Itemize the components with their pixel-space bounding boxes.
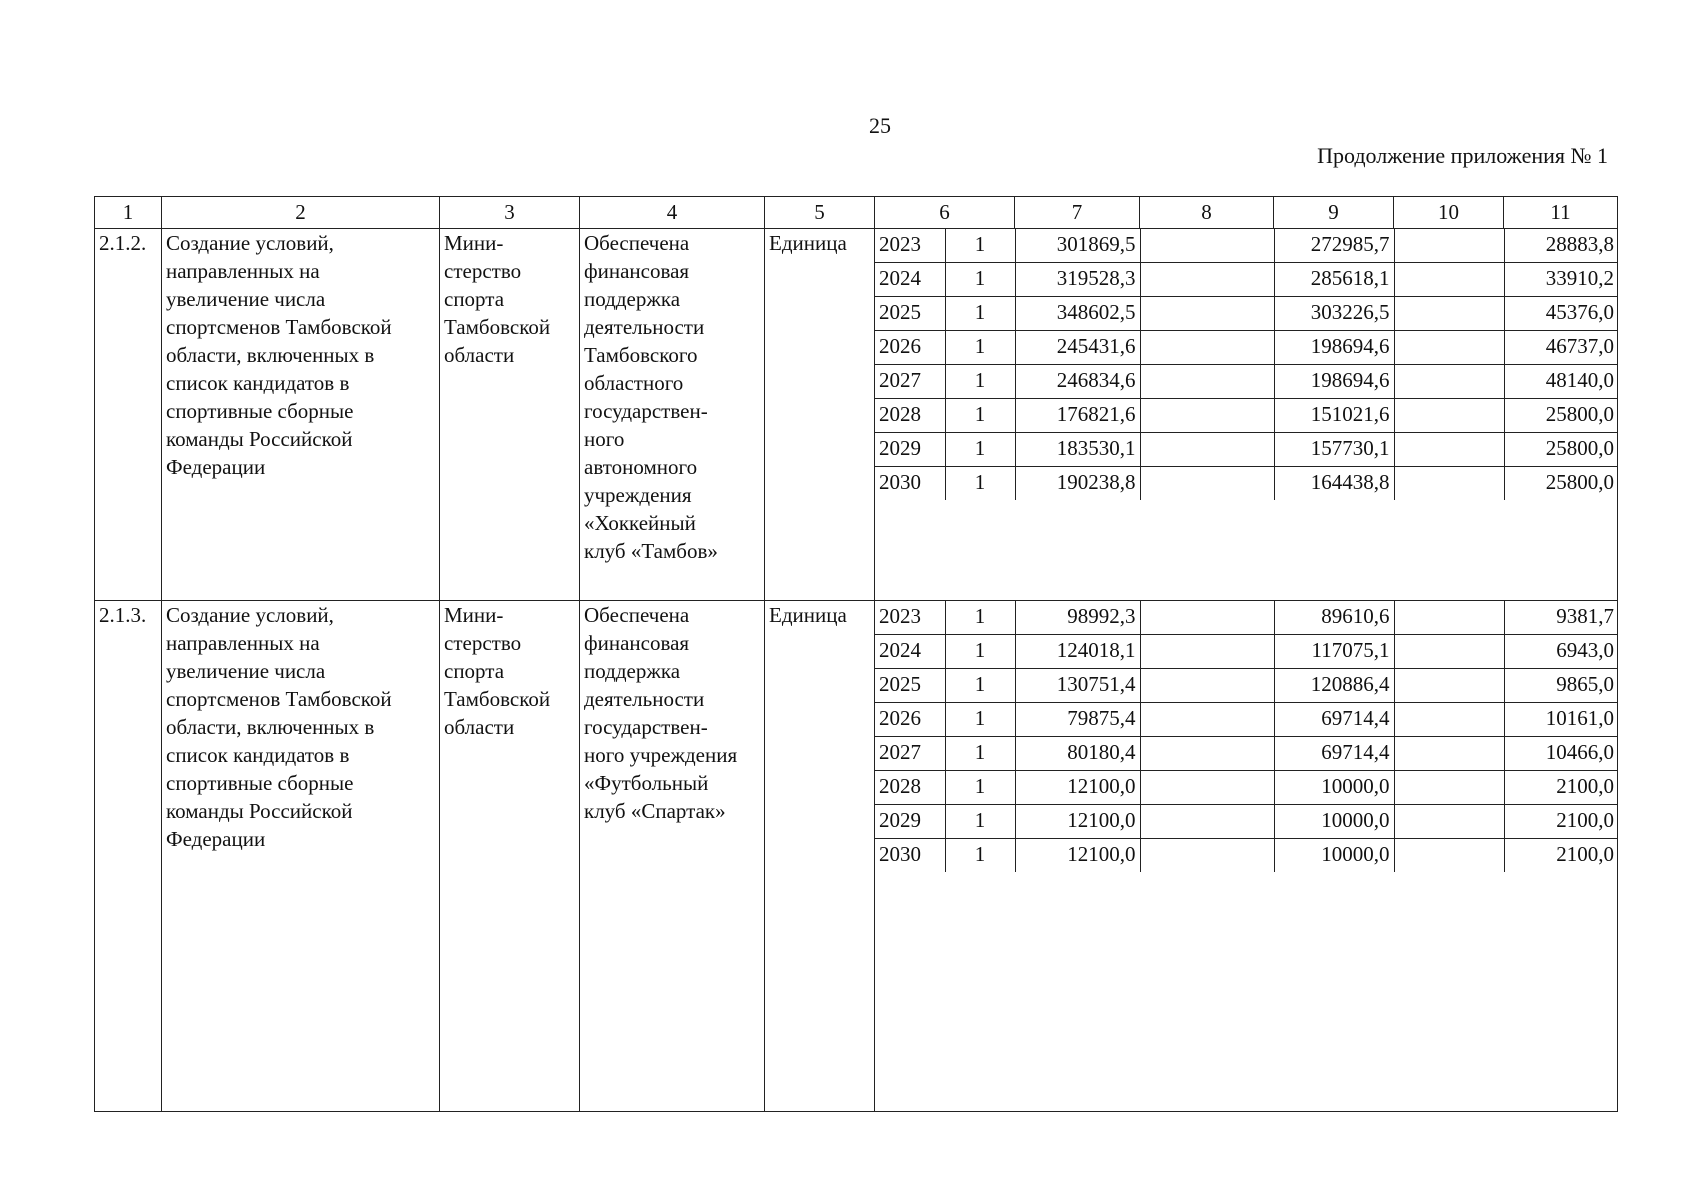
- page-number: 25: [869, 113, 891, 138]
- year-cell: 2029: [875, 805, 945, 839]
- col9-value: 120886,4: [1274, 669, 1394, 703]
- col7-value: 319528,3: [1015, 263, 1140, 297]
- col10-value: [1394, 703, 1504, 737]
- header-col-5: 5: [765, 197, 875, 229]
- col9-value: 69714,4: [1274, 737, 1394, 771]
- indicator-value: 1: [945, 331, 1015, 365]
- col7-value: 124018,1: [1015, 635, 1140, 669]
- col9-value: 117075,1: [1274, 635, 1394, 669]
- program-table: [94, 196, 1618, 1112]
- year-cell: 2030: [879, 470, 921, 494]
- col9-value: 89610,6: [1274, 601, 1394, 635]
- col11-value: 48140,0: [1504, 365, 1618, 399]
- year-cell: 2023: [875, 229, 945, 263]
- col11-value: 10466,0: [1504, 737, 1618, 771]
- col7-value: 245431,6: [1015, 331, 1140, 365]
- year-row: [875, 805, 1618, 839]
- year-row: [875, 229, 1618, 263]
- col11-value: 9381,7: [1504, 601, 1618, 635]
- col11-value: 10161,0: [1504, 703, 1618, 737]
- col11-value: 2100,0: [1504, 805, 1618, 839]
- header-col-11: 11: [1504, 197, 1618, 229]
- year-row: [875, 669, 1618, 703]
- indicator-value: 1: [945, 839, 1015, 873]
- year-row: [875, 331, 1618, 365]
- col8-value: [1140, 737, 1274, 771]
- indicator-value: 1: [945, 297, 1015, 331]
- col10-value: [1394, 737, 1504, 771]
- col7-value: 130751,4: [1015, 669, 1140, 703]
- col10-value: [1394, 263, 1504, 297]
- year-row: [875, 263, 1618, 297]
- col8-value: [1140, 467, 1274, 501]
- col8-value: [1140, 365, 1274, 399]
- indicator-value: 1: [945, 263, 1015, 297]
- col10-value: [1394, 839, 1504, 873]
- header-col-9: 9: [1274, 197, 1394, 229]
- col11-value: 25800,0: [1504, 433, 1618, 467]
- year-cell: 2028: [875, 771, 945, 805]
- year-row: [875, 433, 1618, 467]
- col7-value: 183530,1: [1015, 433, 1140, 467]
- indicator-value: 1: [945, 601, 1015, 635]
- year-cell: 2025: [875, 669, 945, 703]
- col7-value: 79875,4: [1015, 703, 1140, 737]
- year-row: [875, 839, 1618, 873]
- col9-value: 198694,6: [1274, 365, 1394, 399]
- col11-value: 45376,0: [1504, 297, 1618, 331]
- col7-value: 12100,0: [1015, 805, 1140, 839]
- col9-value: 272985,7: [1274, 229, 1394, 263]
- row-unit: Единица: [765, 229, 875, 601]
- indicator-value: 1: [945, 433, 1015, 467]
- row-executor: Мини- стерство спорта Тамбовской области: [440, 229, 580, 601]
- col8-value: [1140, 805, 1274, 839]
- col7-value: 301869,5: [1015, 229, 1140, 263]
- row-code: 2.1.2.: [95, 229, 162, 601]
- year-row: [875, 365, 1618, 399]
- year-values-block: [875, 601, 1618, 1112]
- indicator-value: 1: [945, 703, 1015, 737]
- indicator-value: 1: [945, 805, 1015, 839]
- col8-value: [1140, 433, 1274, 467]
- header-col-8: 8: [1140, 197, 1274, 229]
- year-cell: 2027: [875, 737, 945, 771]
- col10-value: [1394, 229, 1504, 263]
- indicator-value: 1: [945, 467, 1015, 501]
- year-cell: 2026: [875, 703, 945, 737]
- col9-value: 10000,0: [1274, 805, 1394, 839]
- row-unit: Единица: [765, 601, 875, 1112]
- indicator-value: 1: [945, 399, 1015, 433]
- col7-value: 246834,6: [1015, 365, 1140, 399]
- indicator-value: 1: [945, 669, 1015, 703]
- col10-value: [1394, 601, 1504, 635]
- col10-value: [1394, 297, 1504, 331]
- col9-value: 157730,1: [1274, 433, 1394, 467]
- row-executor: Мини- стерство спорта Тамбовской области: [440, 601, 580, 1112]
- col10-value: [1394, 365, 1504, 399]
- indicator-value: 1: [945, 365, 1015, 399]
- col10-value: [1394, 467, 1504, 501]
- year-cell: 2027: [875, 365, 945, 399]
- col10-value: [1394, 331, 1504, 365]
- year-row: [875, 297, 1618, 331]
- year-cell: 2029: [875, 433, 945, 467]
- col10-value: [1394, 771, 1504, 805]
- col10-value: [1394, 635, 1504, 669]
- col11-value: 2100,0: [1504, 771, 1618, 805]
- header-col-1: 1: [95, 197, 162, 229]
- col10-value: [1394, 433, 1504, 467]
- col9-value: 10000,0: [1274, 839, 1394, 873]
- col8-value: [1140, 601, 1274, 635]
- year-cell: 2023: [875, 601, 945, 635]
- row-code: 2.1.3.: [95, 601, 162, 1112]
- year-row: [875, 399, 1618, 433]
- col10-value: [1394, 669, 1504, 703]
- col8-value: [1140, 771, 1274, 805]
- col7-value: 12100,0: [1015, 839, 1140, 873]
- col10-value: [1394, 399, 1504, 433]
- col8-value: [1140, 229, 1274, 263]
- col8-value: [1140, 263, 1274, 297]
- col8-value: [1140, 331, 1274, 365]
- col7-value: 176821,6: [1015, 399, 1140, 433]
- header-col-3: 3: [440, 197, 580, 229]
- year-row: [875, 737, 1618, 771]
- year-row: [875, 601, 1618, 635]
- col9-value: 303226,5: [1274, 297, 1394, 331]
- header-row: [95, 197, 1618, 229]
- year-cell: 2025: [875, 297, 945, 331]
- col8-value: [1140, 399, 1274, 433]
- indicator-value: 1: [945, 229, 1015, 263]
- col8-value: [1140, 839, 1274, 873]
- year-row: [875, 771, 1618, 805]
- year-values-table: [875, 601, 1618, 872]
- table-row: [95, 229, 1618, 601]
- year-row: [875, 703, 1618, 737]
- col11-value: 46737,0: [1504, 331, 1618, 365]
- col11-value: 6943,0: [1504, 635, 1618, 669]
- col7-value: 12100,0: [1015, 771, 1140, 805]
- row-event: Создание условий, направленных на увеличение числа спортсменов Тамбовской области, включенных в список кандидатов в спортивные сборные команды Российской Федерации: [162, 229, 440, 601]
- year-values-block: [875, 229, 1618, 601]
- row-result: Обеспечена финансовая поддержка деятельности Тамбовского областного государствен- ного автономного учреждения «Хоккейный клуб «Тамбов»: [580, 229, 765, 601]
- header-col-4: 4: [580, 197, 765, 229]
- year-values-table: [875, 229, 1618, 500]
- header-col-7: 7: [1015, 197, 1140, 229]
- col11-value: 28883,8: [1504, 229, 1618, 263]
- year-cell: 2028: [875, 399, 945, 433]
- col9-value: 285618,1: [1274, 263, 1394, 297]
- indicator-value: 1: [945, 771, 1015, 805]
- col8-value: [1140, 669, 1274, 703]
- header-col-2: 2: [162, 197, 440, 229]
- col11-value: 25800,0: [1504, 467, 1618, 501]
- col7-value: 348602,5: [1015, 297, 1140, 331]
- year-cell: 2024: [875, 263, 945, 297]
- row-event: Создание условий, направленных на увеличение числа спортсменов Тамбовской области, включенных в список кандидатов в спортивные сборные команды Российской Федерации: [162, 601, 440, 1112]
- col8-value: [1140, 297, 1274, 331]
- year-row: [875, 635, 1618, 669]
- col11-value: 33910,2: [1504, 263, 1618, 297]
- year-row: [875, 467, 1618, 501]
- continuation-label: Продолжение приложения № 1: [1317, 143, 1608, 168]
- col8-value: [1140, 703, 1274, 737]
- col9-value: 69714,4: [1274, 703, 1394, 737]
- col7-value: 80180,4: [1015, 737, 1140, 771]
- year-cell: 2026: [875, 331, 945, 365]
- col9-value: 164438,8: [1274, 467, 1394, 501]
- col9-value: 151021,6: [1274, 399, 1394, 433]
- row-result: Обеспечена финансовая поддержка деятельности государствен- ного учреждения «Футбольный клуб «Спартак»: [580, 601, 765, 1112]
- col11-value: 25800,0: [1504, 399, 1618, 433]
- table-row: [95, 601, 1618, 1112]
- col7-value: 98992,3: [1015, 601, 1140, 635]
- year-cell: 2024: [875, 635, 945, 669]
- col11-value: 2100,0: [1504, 839, 1618, 873]
- col9-value: 198694,6: [1274, 331, 1394, 365]
- header-col-6: 6: [875, 197, 1015, 229]
- col9-value: 10000,0: [1274, 771, 1394, 805]
- col7-value: 190238,8: [1015, 467, 1140, 501]
- col11-value: 9865,0: [1504, 669, 1618, 703]
- indicator-value: 1: [945, 635, 1015, 669]
- col10-value: [1394, 805, 1504, 839]
- header-col-10: 10: [1394, 197, 1504, 229]
- indicator-value: 1: [945, 737, 1015, 771]
- col8-value: [1140, 635, 1274, 669]
- year-cell: 2030: [879, 842, 921, 866]
